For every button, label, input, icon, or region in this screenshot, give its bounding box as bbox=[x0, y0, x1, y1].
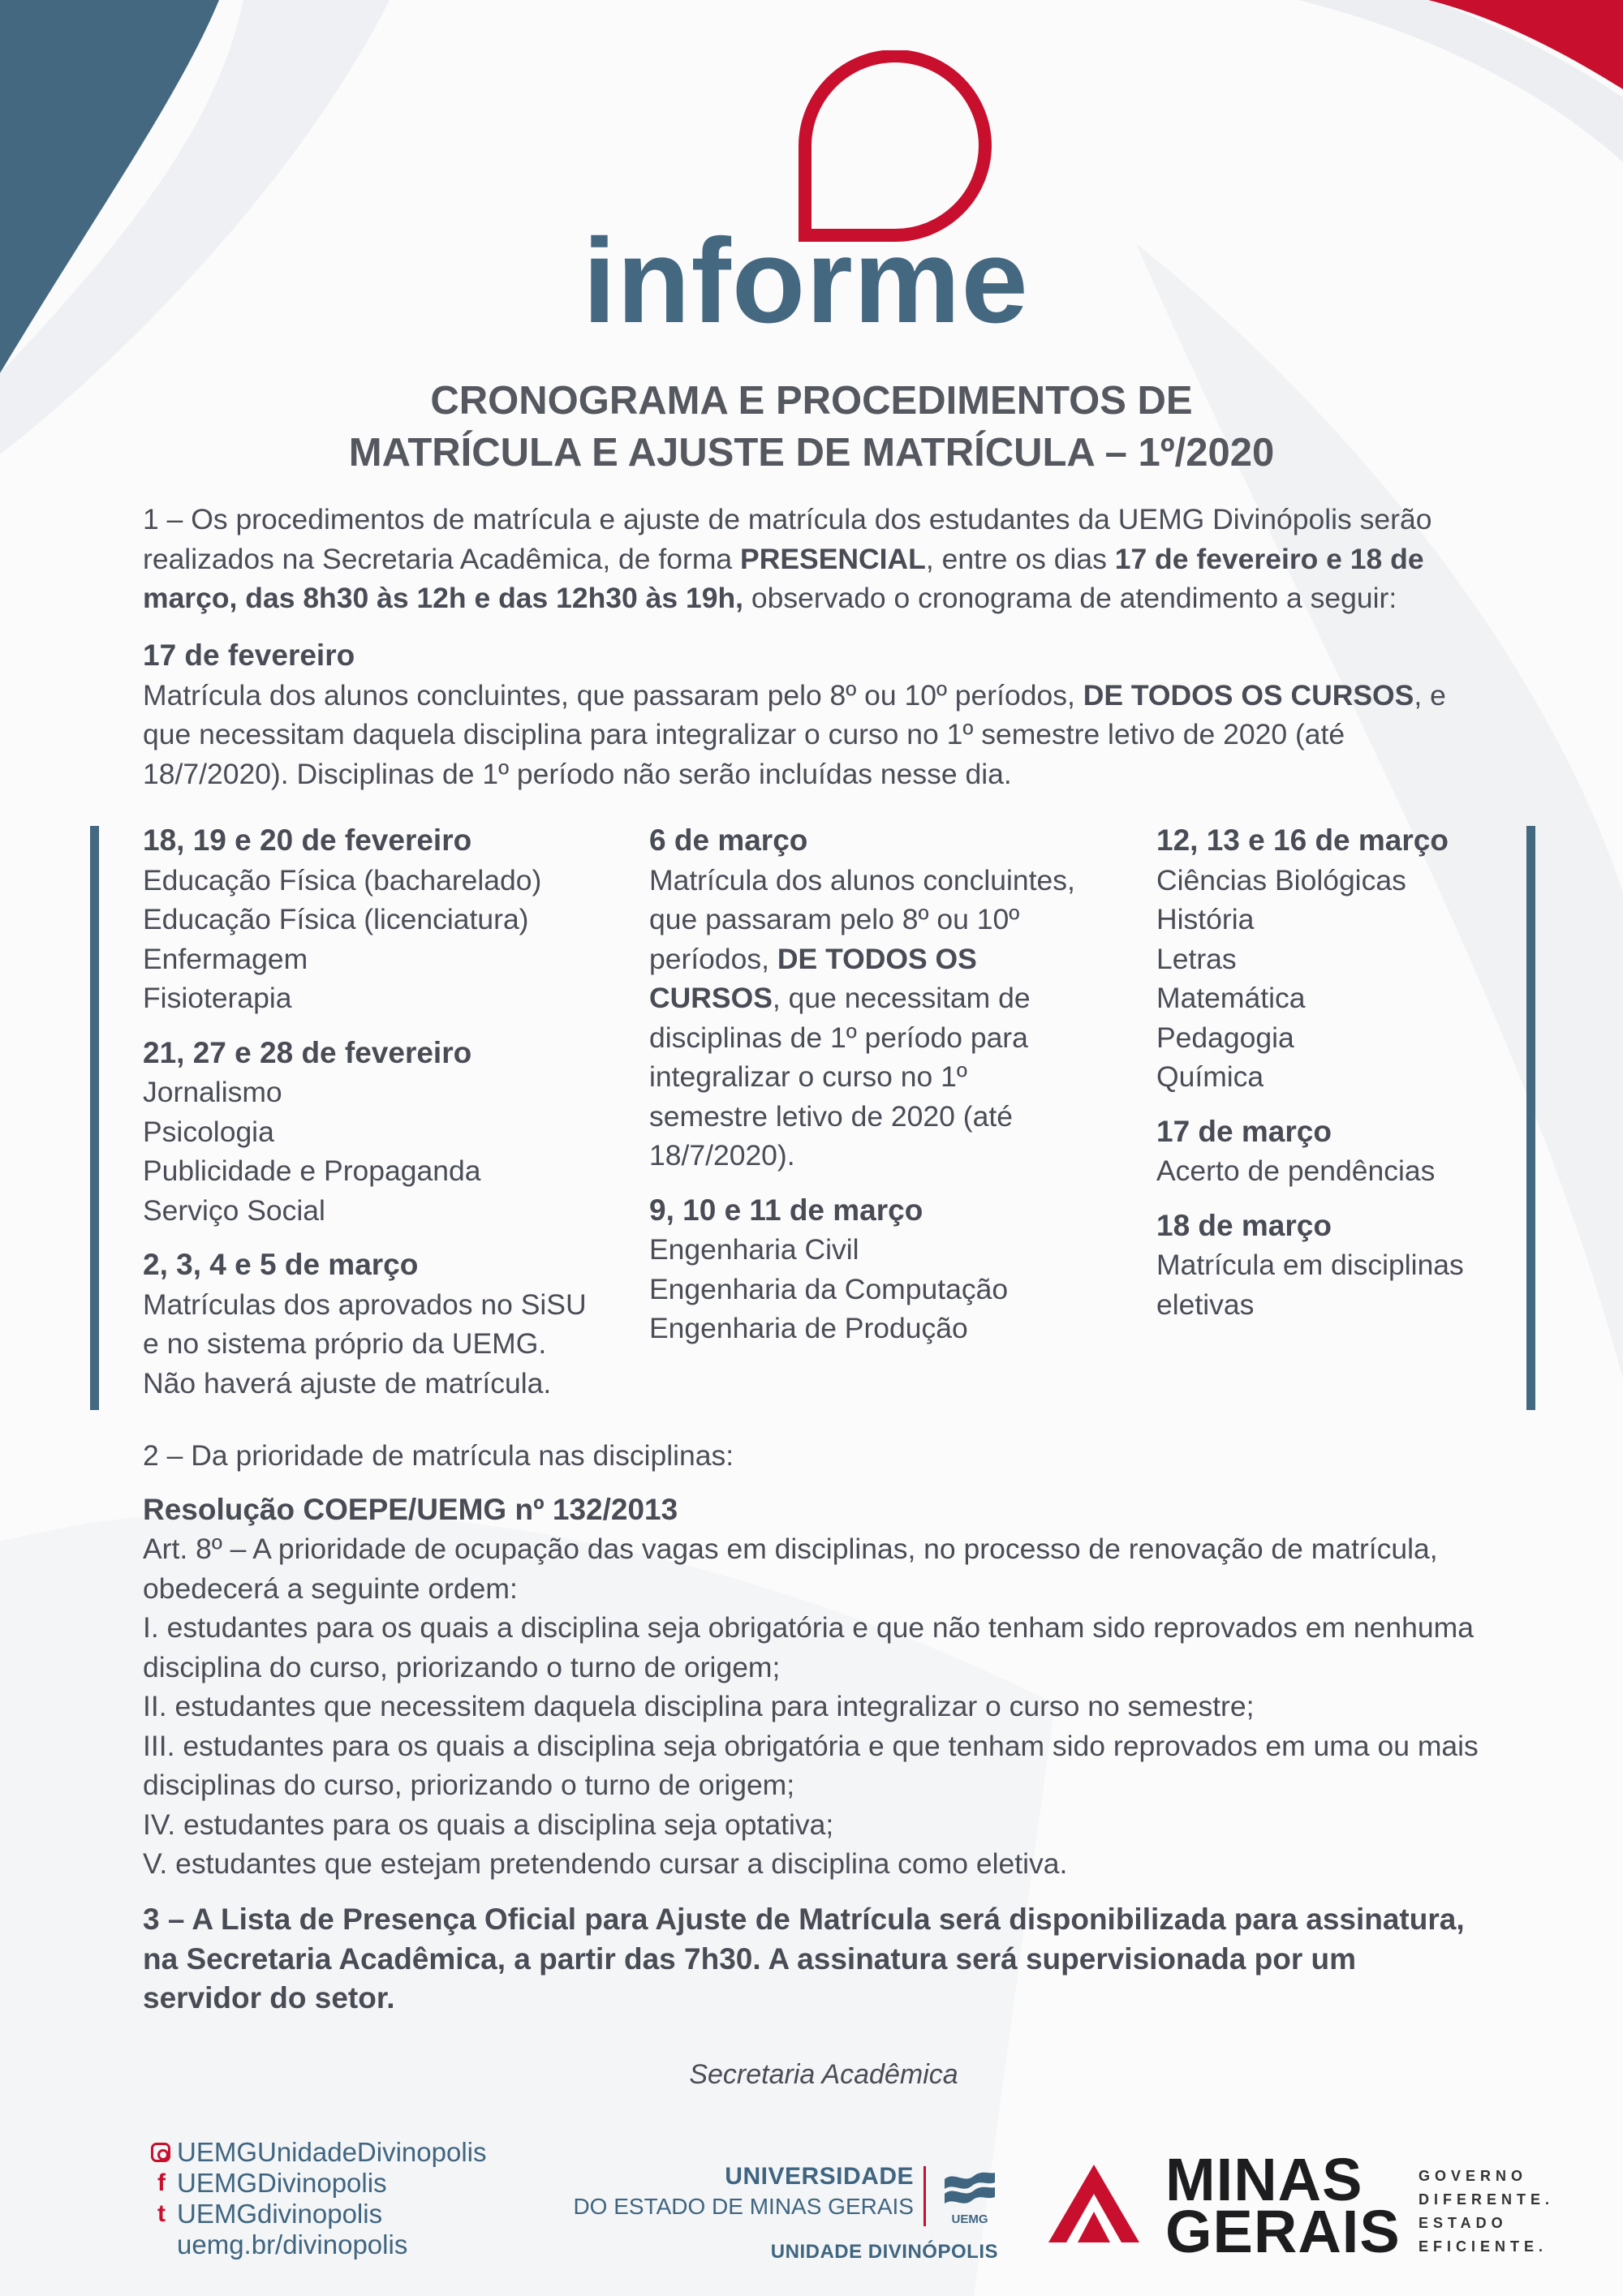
slogan-line: DIFERENTE. bbox=[1419, 2191, 1555, 2208]
schedule-text: períodos, bbox=[649, 942, 777, 975]
resolution-line: disciplinas do curso, priorizando o turno de origem; bbox=[143, 1769, 795, 1801]
social-link[interactable] bbox=[151, 2199, 573, 2229]
section1-text-b: , entre os dias bbox=[925, 542, 1115, 575]
schedule-line bbox=[649, 861, 1136, 901]
schedule-line bbox=[649, 1057, 1136, 1097]
section3-line: na Secretaria Acadêmica, a partir das 7h30. A assinatura será supervisionada por um bbox=[143, 1941, 1357, 1976]
schedule-item: Engenharia Civil bbox=[649, 1233, 859, 1266]
schedule-line bbox=[649, 1018, 1136, 1058]
uemg-emblem-icon bbox=[940, 2168, 1000, 2228]
schedule-text: semestre letivo de 2020 (até bbox=[649, 1099, 1013, 1133]
slogan-line: EFICIENTE. bbox=[1419, 2238, 1548, 2255]
schedule-item: Jornalismo bbox=[143, 1076, 282, 1108]
uemg-separator bbox=[923, 2166, 926, 2226]
social-link-text: uemg.br/divinopolis bbox=[177, 2229, 408, 2259]
schedule-heading: 18 de março bbox=[1156, 1208, 1332, 1242]
schedule-item: Engenharia da Computação bbox=[649, 1272, 1009, 1305]
slogan-line: GOVERNO bbox=[1419, 2168, 1528, 2184]
schedule-text: que passaram pelo 8º ou 10º bbox=[649, 903, 1020, 935]
section3-line: 3 – A Lista de Presença Oficial para Ajuste de Matrícula será disponibilizada para assinatura, bbox=[143, 1903, 1465, 1936]
informe-wordmark: informe bbox=[583, 214, 1029, 348]
schedule-item: Letras bbox=[1156, 942, 1237, 975]
schedule-line bbox=[649, 978, 1136, 1018]
informe-logo-icon bbox=[795, 50, 995, 242]
feb17-block bbox=[143, 636, 1498, 793]
schedule-heading: 18, 19 e 20 de fevereiro bbox=[143, 823, 472, 857]
schedule-line bbox=[649, 939, 1136, 979]
resolution-line: Art. 8º – A prioridade de ocupação das vagas em disciplinas, no processo de renovação de matrícula, bbox=[143, 1533, 1438, 1565]
government-slogan bbox=[1419, 2165, 1554, 2259]
schedule-heading: 12, 13 e 16 de março bbox=[1156, 823, 1449, 857]
document-title bbox=[162, 375, 1461, 479]
social-links bbox=[151, 2137, 573, 2260]
section1-text-a: 1 – Os procedimentos de matrícula e ajuste de matrícula dos estudantes da UEMG Divinópolis serão realizados na Secretaria Acadêmica, de forma bbox=[143, 503, 1432, 575]
feb17-text-a: Matrícula dos alunos concluintes, que passaram pelo 8º ou 10º períodos, bbox=[143, 678, 1083, 712]
title-line-1: CRONOGRAMA E PROCEDIMENTOS DE bbox=[430, 379, 1193, 423]
feb17-heading: 17 de fevereiro bbox=[143, 638, 355, 672]
resolution-line: obedecerá a seguinte ordem: bbox=[143, 1572, 518, 1605]
section1-bold-presencial: PRESENCIAL bbox=[740, 542, 926, 575]
schedule-item: Matrículas dos aprovados no SiSU bbox=[143, 1288, 587, 1321]
schedule-item: Acerto de pendências bbox=[1156, 1154, 1436, 1187]
social-link[interactable] bbox=[151, 2168, 573, 2199]
schedule-heading: 21, 27 e 28 de fevereiro bbox=[143, 1035, 472, 1069]
schedule-block bbox=[143, 821, 630, 1018]
feb17-bold: DE TODOS OS CURSOS bbox=[1083, 678, 1414, 712]
schedule-bold: DE TODOS OS bbox=[777, 942, 977, 975]
schedule-item: Educação Física (licenciatura) bbox=[143, 903, 529, 935]
social-link[interactable] bbox=[151, 2137, 573, 2168]
section-3 bbox=[143, 1900, 1539, 2019]
schedule-heading: 6 de março bbox=[649, 823, 808, 857]
schedule-block bbox=[1156, 1206, 1546, 1325]
twitter-icon: t bbox=[157, 2200, 166, 2227]
schedule-block bbox=[143, 1034, 630, 1231]
schedule-block bbox=[1156, 821, 1546, 1097]
section-2 bbox=[143, 1436, 1522, 1884]
minas-gerais-triangle-icon bbox=[1047, 2161, 1141, 2246]
schedule-item: História bbox=[1156, 903, 1255, 935]
schedule-text: disciplinas de 1º período para bbox=[649, 1021, 1028, 1054]
schedule-item: Psicologia bbox=[143, 1115, 274, 1148]
resolution-line: IV. estudantes para os quais a disciplina seja optativa; bbox=[143, 1808, 834, 1841]
schedule-item: Enfermagem bbox=[143, 942, 308, 975]
schedule-item: Serviço Social bbox=[143, 1193, 325, 1227]
social-link-text: UEMGdivinopolis bbox=[177, 2199, 383, 2229]
section2-intro: 2 – Da prioridade de matrícula nas disciplinas: bbox=[143, 1439, 734, 1472]
section1-bold-dates: 17 de fevereiro e 18 de março, das 8h30 às 12h e das 12h30 às 19h, bbox=[143, 542, 1424, 614]
slogan-line: ESTADO bbox=[1419, 2215, 1508, 2231]
section1-text-c: observado o cronograma de atendimento a seguir: bbox=[743, 582, 1397, 614]
gerais-word: GERAIS bbox=[1165, 2198, 1401, 2265]
schedule-text: integralizar o curso no 1º bbox=[649, 1060, 967, 1093]
schedule-block bbox=[649, 821, 1136, 1176]
resolution-line: disciplina do curso, priorizando o turno de origem; bbox=[143, 1650, 781, 1683]
schedule-heading: 9, 10 e 11 de março bbox=[649, 1193, 923, 1227]
schedule-item: Educação Física (bacharelado) bbox=[143, 863, 542, 896]
schedule-column-1 bbox=[143, 821, 630, 1418]
resolution-line: I. estudantes para os quais a disciplina seja obrigatória e que não tenham sido reprovados em nenhuma bbox=[143, 1611, 1474, 1644]
schedule-block bbox=[649, 1191, 1136, 1348]
signature: Secretaria Acadêmica bbox=[689, 2059, 958, 2090]
schedule-item: Fisioterapia bbox=[143, 982, 292, 1014]
social-link-text: UEMGUnidadeDivinopolis bbox=[177, 2137, 487, 2167]
schedule-heading: 2, 3, 4 e 5 de março bbox=[143, 1248, 419, 1281]
schedule-text: , que necessitam de bbox=[772, 982, 1031, 1014]
schedule-text: Matrícula dos alunos concluintes, bbox=[649, 863, 1075, 896]
schedule-block bbox=[143, 1245, 630, 1403]
resolution-line: III. estudantes para os quais a disciplina seja obrigatória e que tenham sido reprovados em uma ou mais bbox=[143, 1729, 1479, 1762]
uemg-line-2: DO ESTADO DE MINAS GERAIS bbox=[573, 2194, 914, 2219]
schedule-item: Matemática bbox=[1156, 982, 1306, 1014]
feb17-text bbox=[143, 676, 1498, 794]
resolution-line: II. estudantes que necessitem daquela disciplina para integralizar o curso no semestre; bbox=[143, 1690, 1255, 1722]
schedule-column-2 bbox=[649, 821, 1136, 1364]
feb17-text-b: , e que necessitam daquela disciplina para integralizar o curso no 1º semestre letivo de 2020 (até 18/7/2020). Disciplinas de 1º período não serão incluídas nesse dia. bbox=[143, 678, 1446, 790]
facebook-icon: f bbox=[157, 2169, 166, 2196]
schedule-item: Pedagogia bbox=[1156, 1021, 1294, 1054]
schedule-item: Não haverá ajuste de matrícula. bbox=[143, 1366, 552, 1400]
minas-gerais-logo bbox=[1047, 2146, 1566, 2265]
section3-line: servidor do setor. bbox=[143, 1981, 395, 2014]
schedule-item: eletivas bbox=[1156, 1288, 1255, 1321]
schedule-line bbox=[649, 1097, 1136, 1137]
uemg-emblem-text: UEMG bbox=[951, 2212, 988, 2226]
schedule-item: Publicidade e Propaganda bbox=[143, 1154, 481, 1187]
schedule-item: Química bbox=[1156, 1060, 1264, 1093]
schedule-item: Matrícula em disciplinas bbox=[1156, 1249, 1464, 1281]
schedule-block bbox=[1156, 1112, 1546, 1191]
social-link[interactable] bbox=[151, 2229, 573, 2260]
resolution-heading: Resolução COEPE/UEMG nº 132/2013 bbox=[143, 1492, 678, 1526]
resolution-line: V. estudantes que estejam pretendendo cursar a disciplina como eletiva. bbox=[143, 1847, 1068, 1880]
schedule-item: e no sistema próprio da UEMG. bbox=[143, 1327, 547, 1360]
schedule-text: 18/7/2020). bbox=[649, 1139, 795, 1172]
minas-word: MINAS bbox=[1165, 2146, 1363, 2213]
schedule-item: Engenharia de Produção bbox=[649, 1312, 968, 1344]
section-1-paragraph bbox=[143, 500, 1498, 618]
social-link-text: UEMGDivinopolis bbox=[177, 2168, 387, 2198]
schedule-left-bar bbox=[90, 826, 99, 1410]
schedule-column-3 bbox=[1156, 821, 1546, 1339]
schedule-line bbox=[649, 900, 1136, 939]
schedule-bold: CURSOS bbox=[649, 982, 773, 1014]
schedule-heading: 17 de março bbox=[1156, 1114, 1332, 1148]
resolution-text bbox=[143, 1529, 1522, 1884]
title-line-2: MATRÍCULA E AJUSTE DE MATRÍCULA – 1º/2020 bbox=[348, 431, 1275, 475]
uemg-line-3: UNIDADE DIVINÓPOLIS bbox=[770, 2241, 998, 2263]
uemg-line-1: UNIVERSIDADE bbox=[725, 2163, 914, 2190]
schedule-line bbox=[649, 1136, 1136, 1176]
schedule-item: Ciências Biológicas bbox=[1156, 863, 1406, 896]
instagram-icon bbox=[151, 2143, 170, 2162]
